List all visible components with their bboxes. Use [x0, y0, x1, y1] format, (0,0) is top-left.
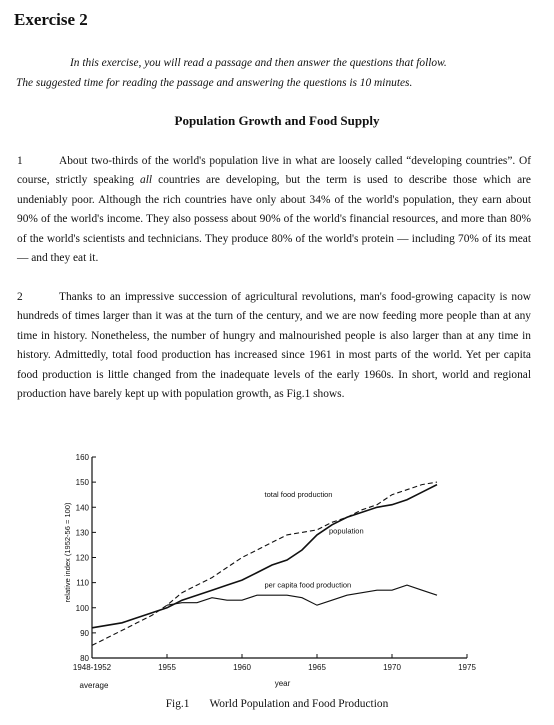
figure-label: Fig.1: [165, 698, 190, 710]
paragraph-text: countries are developing, but the term is used to describe those which are undeniably poor. Although the rich countries have only about 34% of the world's population, they earn about 90% of the world's income. They also possess about 90% of the world's financial resources, and more than 80% of the world's scientists and technicians. They produce 80% of the world's protein — including 70% of its meat — and they eat it.: [17, 174, 531, 265]
series-annotation: total food production: [264, 490, 333, 500]
y-tick-label: 120: [75, 553, 89, 563]
instructions-line-2: The suggested time for reading the passage and answering the questions is 10 minutes.: [16, 77, 413, 89]
passage-title: Population Growth and Food Supply: [174, 113, 380, 128]
y-tick-label: 130: [75, 528, 89, 538]
y-axis-label: relative index (1952-56 = 100): [63, 502, 72, 603]
figure-caption-text: World Population and Food Production: [209, 698, 389, 710]
series-annotation: population: [329, 526, 364, 536]
x-tick-sublabel: average: [79, 681, 109, 690]
figure-caption: [0, 698, 554, 710]
paragraph-2: [17, 288, 531, 404]
y-tick-label: 150: [75, 478, 89, 488]
paragraph-number: 1: [17, 155, 23, 167]
x-axis-label: year: [274, 679, 291, 688]
paragraph-text: Thanks to an impressive succession of agricultural revolutions, man's food-growing capacity is now hundreds of times larger than it was at the turn of the century, and we are now feeding more people than at any time in history. Nonetheless, the number of hungry and malnourished people is also larger than at any time in history. Admittedly, total food production has increased since 1961 in most parts of the world. Yet per capita food production is little changed from the inadequate levels of the early 1960s. In short, world and regional production have barely kept up with population growth, as Fig.1 shows.: [17, 291, 531, 401]
series-annotation: per capita food production: [264, 580, 352, 590]
series-line-population: [92, 485, 437, 628]
y-tick-label: 140: [75, 503, 89, 513]
y-tick-label: 80: [80, 654, 89, 663]
x-tick-label: 1965: [308, 663, 326, 672]
y-tick-label: 90: [80, 628, 89, 638]
y-tick-label: 100: [75, 603, 89, 613]
x-tick-label: 1955: [158, 663, 176, 672]
x-tick-label: 1948-1952: [72, 663, 112, 672]
x-tick-label: 1970: [383, 663, 401, 672]
paragraph-number: 2: [17, 291, 23, 303]
food-production-chart: [63, 452, 482, 697]
x-tick-label: 1975: [458, 663, 476, 672]
paragraph-text: About two-thirds of the world's population live in what are loosely called “developing countries”. Of course, strictly speaking: [17, 155, 531, 187]
x-tick-label: 1960: [233, 663, 251, 672]
y-tick-label: 160: [75, 453, 89, 462]
paragraph-1: [17, 152, 531, 268]
exercise-instructions: [16, 53, 534, 93]
exercise-heading: Exercise 2: [14, 10, 88, 29]
y-tick-label: 110: [76, 578, 89, 588]
instructions-line-1: In this exercise, you will read a passage and then answer the questions that follow.: [70, 57, 447, 69]
paragraph-emphasis: all: [140, 174, 153, 187]
